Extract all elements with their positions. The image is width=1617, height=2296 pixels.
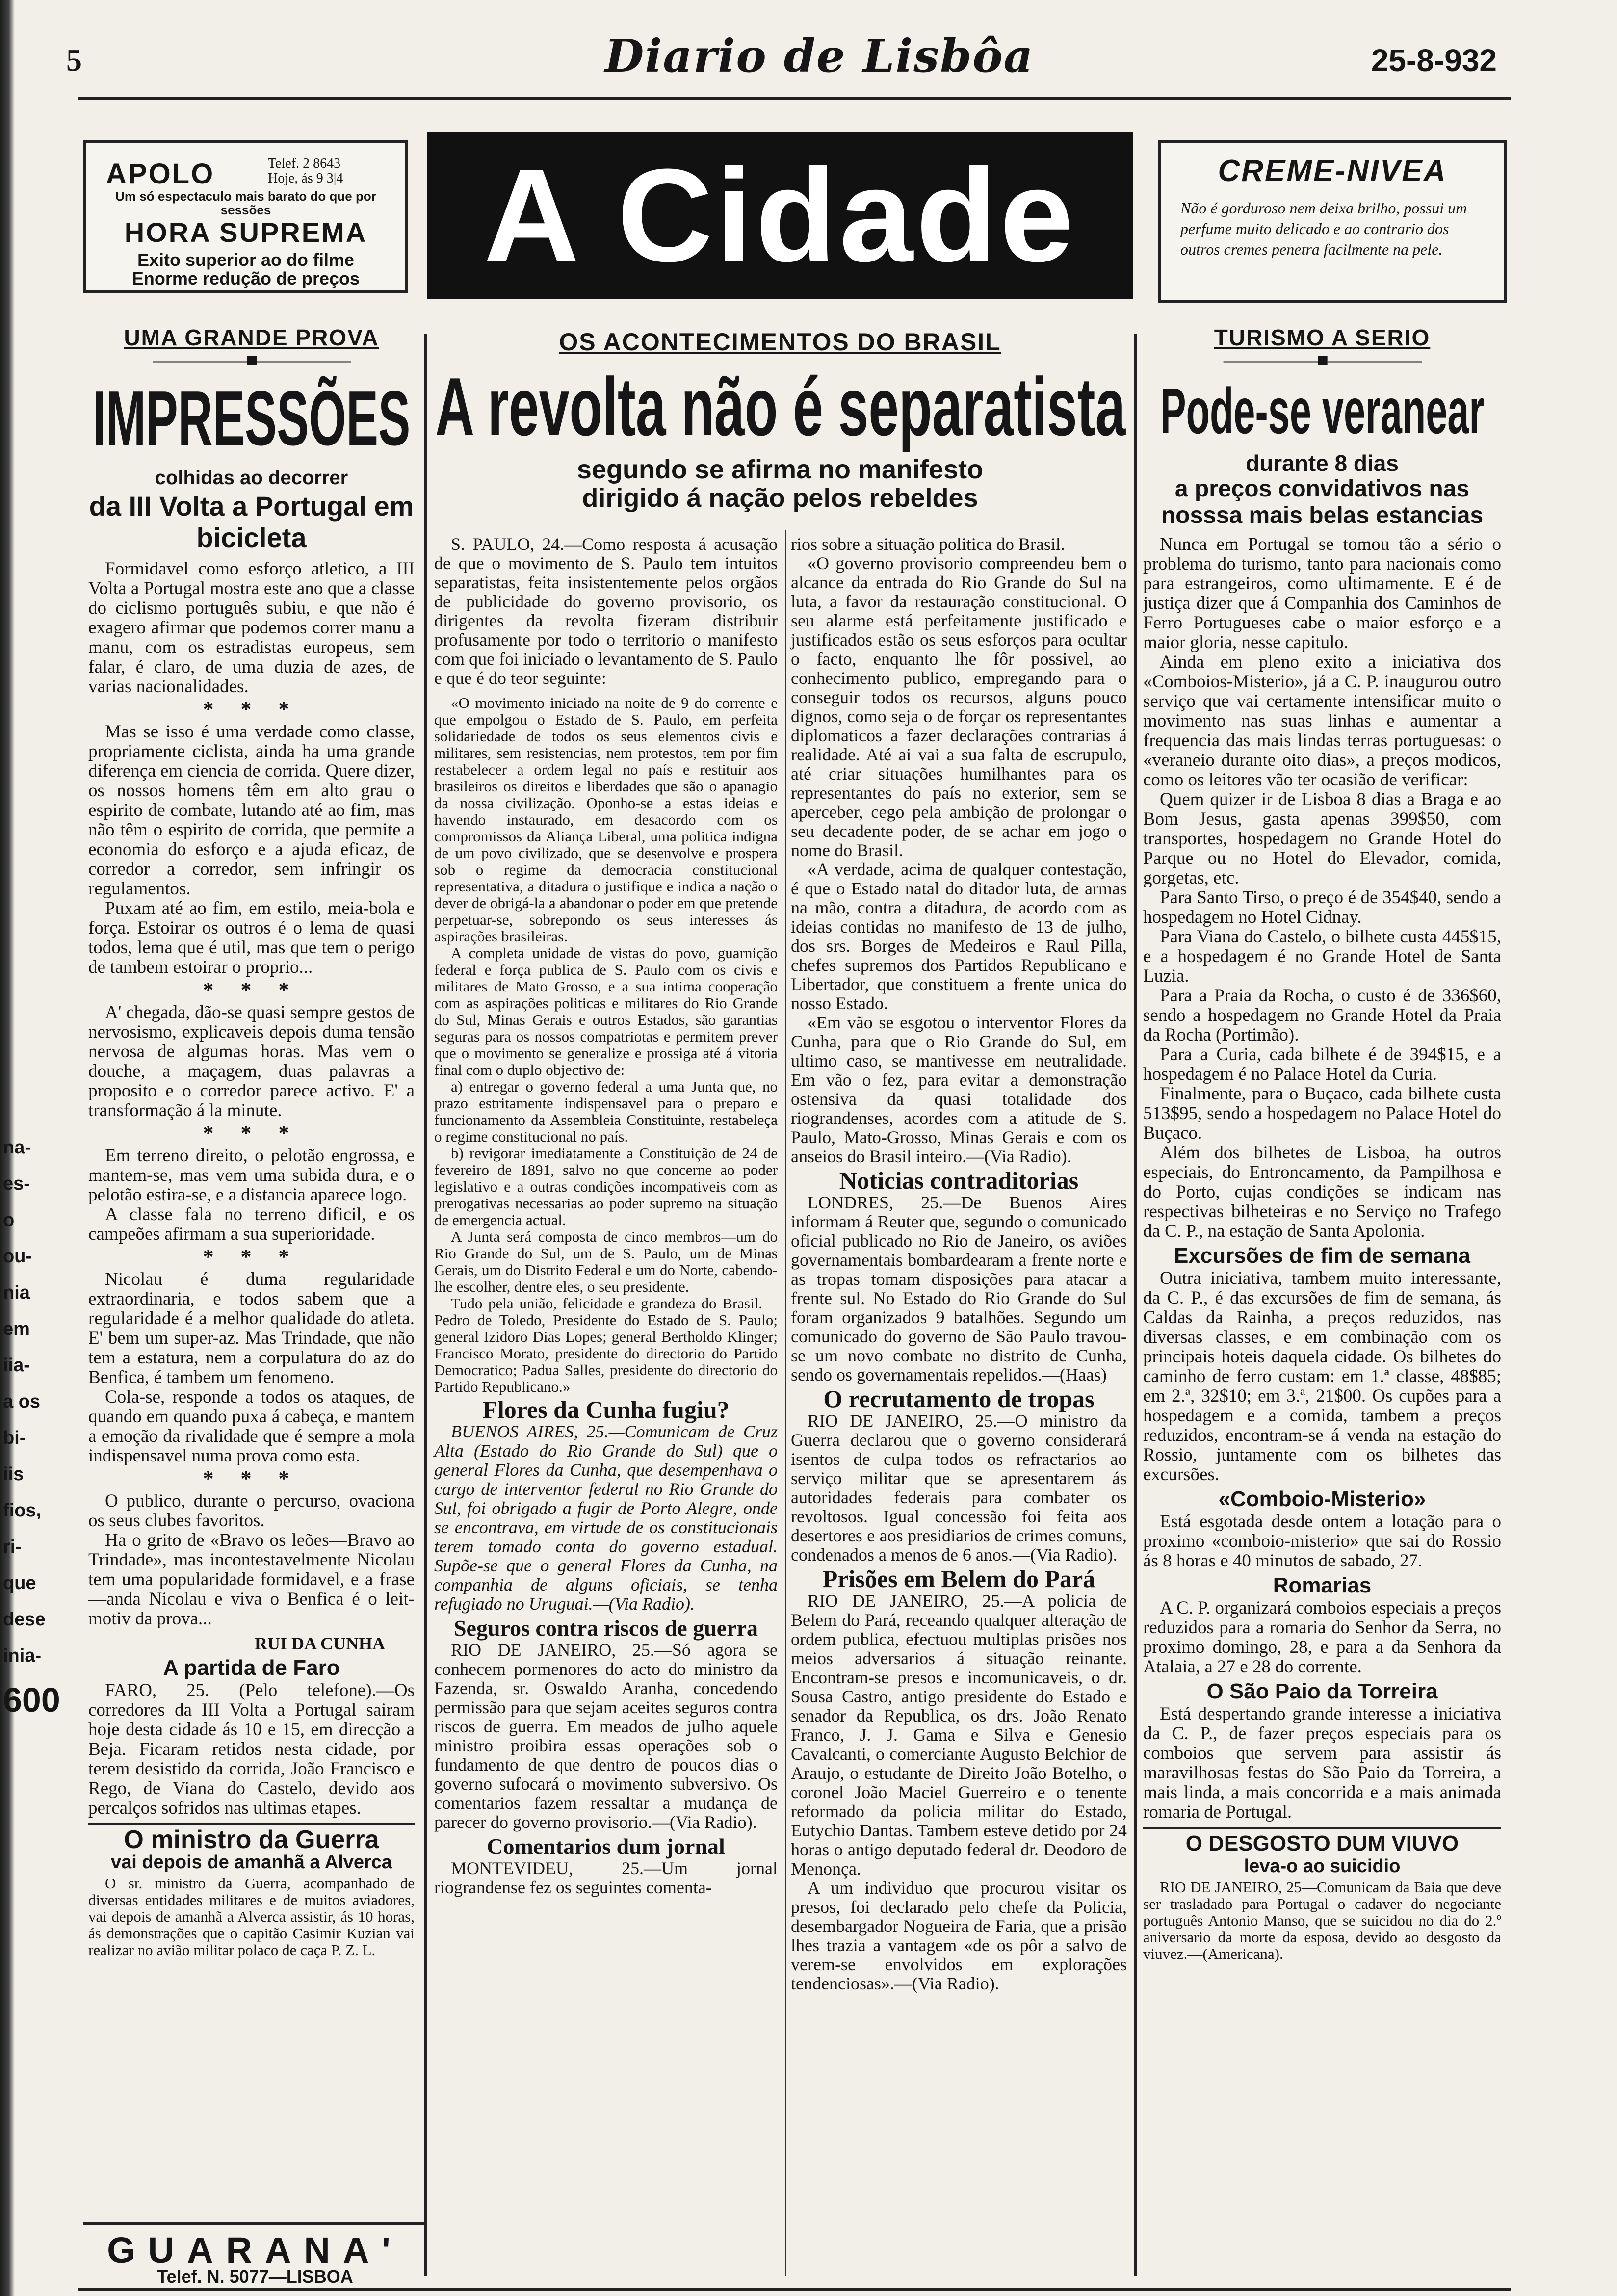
article-title: A revolta não é separatista: [435, 361, 1126, 453]
paragraph: Para a Praia da Rocha, o custo é de 336$60, sendo a hospedagem no Grande Hotel da Praia da Rocha (Portimão).: [1143, 986, 1501, 1045]
fragment: na-: [3, 1137, 31, 1158]
subheading-deck: vai depois de amanhã a Alverca: [110, 1852, 392, 1873]
fragment: dese: [3, 1609, 46, 1630]
separator-stars: * * *: [203, 1245, 300, 1269]
divider: [1143, 1827, 1501, 1829]
paragraph: S. PAULO, 24.—Como resposta á acusação de que o movimento de S. Paulo tem intuitos separatistas, feita insistentemente pelos orgãos de publicidade do governo provisorio, os dirigentes da revolta fizeram distribuir profusamente por todo o territorio o manifesto com que foi iniciado o levantamento de S. Paulo e que é do teor seguinte:: [434, 534, 778, 688]
ad-showtime: Hoje, ás 9 3|4: [268, 171, 343, 186]
article-subtitle: da III Volta a Portugal em bicicleta: [89, 491, 414, 553]
ornament: —————■—————: [1223, 349, 1421, 371]
column-rule: [424, 334, 427, 2276]
paragraph: O sr. ministro da Guerra, acompanhado de diversas entidades militares e de muitos aviadores, vai depois de amanhã a Alverca assistir, ás 10 horas, ás demonstrações que o capitão Casimir Kuzian vai realizar no avião militar polaco de caça P. Z. L.: [88, 1875, 415, 1958]
paragraph: Puxam até ao fim, em estilo, meia-bola e força. Estoirar os outros é o lema de quasi todos, lema que é util, mas que tem o perigo de tambem estoirar o proprio...: [88, 898, 415, 977]
subheading: Seguros contra riscos de guerra: [453, 1616, 758, 1641]
apolo-ad: [83, 140, 408, 293]
ad-text: Não é gorduroso nem deixa brilho, possui um perfume muito delicado e ao contrario dos outros cremes penetra facilmente na pele.: [1180, 199, 1467, 258]
paragraph: «O movimento iniciado na noite de 9 do corrente e que empolgou o Estado de S. Paulo, em perfeita solidariedade de todos os seus elementos civis e militares, sem resistencias, nem protestos, tem por fim restabelecer a ordem legal no país e restituir aos brasileiros os direitos e liberdades que são o apanagio da nossa civilização. Oponho-se a estas ideias e havendo instaurado, em desacordo com os compromissos da Aliança Liberal, uma politica indigna de um povo civilizado, que se desenvolve e prospera sob o regime da democracia constitucional representativa, a ditadura o justifique e indica a nação o dever de obrigá-la a abandonar o poder em que pretende perpetuar-se, sobrepondo os seus interesses ás aspirações brasileiras.: [434, 694, 778, 945]
paragraph: Além dos bilhetes de Lisboa, ha outros especiais, do Entroncamento, da Pampilhosa e do Porto, cujas condições se indicam nas respectivas bilheteiras e no Serviço no Trafego da C. P., na estação de Santa Apolonia.: [1143, 1143, 1501, 1241]
paragraph: Para a Curia, cada bilhete é de 394$15, e a hospedagem é no Palace Hotel da Curia.: [1143, 1044, 1501, 1084]
fragment: fios,: [3, 1500, 42, 1521]
fragment: o: [3, 1210, 15, 1230]
fragment: es-: [3, 1174, 30, 1194]
paragraph: Formidavel como esforço atletico, a III Volta a Portugal mostra este ano que a classe do ciclismo português subiu, e que não é exagero afirmar que podemos correr manu a manu, com os estradistas europeus, sem falar, é claro, de uma duzia de azes, de varias nacionalidades.: [88, 559, 415, 697]
column-rule: [785, 530, 786, 2276]
subheading: «Comboio-Misterio»: [1218, 1487, 1426, 1511]
paragraph: a) entregar o governo federal a uma Junta que, no prazo estritamente indispensavel para o preparo e funcionamento da Assembleia Constituinte, restabeleça o regime constitucional no país.: [434, 1078, 778, 1145]
section-kicker: TURISMO A SERIO: [1214, 325, 1431, 350]
paragraph: Para Santo Tirso, o preço é de 354$40, sendo a hospedagem no Hotel Cidnay.: [1143, 887, 1501, 927]
center-header: [434, 328, 1126, 512]
ad-phone-number: Telef. 2 8643: [268, 156, 341, 171]
article-title: IMPRESSÕES: [92, 375, 411, 462]
byline: RUI DA CUNHA: [254, 1634, 385, 1653]
creme-nivea-ad: [1158, 140, 1507, 303]
banner-text: A Cidade: [483, 142, 1077, 289]
paragraph: MONTEVIDEU, 25.—Um jornal riograndense fez os seguintes comenta-: [434, 1858, 778, 1897]
fragment: ri-: [3, 1537, 22, 1557]
masthead: Diario de Lisbôa: [604, 29, 1034, 82]
fragment: inia-: [3, 1645, 42, 1666]
paragraph: Quem quizer ir de Lisboa 8 dias a Braga e ao Bom Jesus, gasta apenas 399$50, com transportes, hospedagem no Grande Hotel do Parque ou no Hotel do Elevador, comida, gorgetas, etc.: [1143, 789, 1501, 888]
fragment: ou-: [3, 1246, 32, 1267]
paragraph: Tudo pela união, felicidade e grandeza do Brasil.—Pedro de Toledo, Presidente do Estado de S. Paulo; general Izidoro Dias Lopes; general Bertholdo Klinger; Francisco Morato, presidente do directorio do Partido Democratico; Padua Salles, presidente do directorio do Partido Republicano.»: [434, 1295, 778, 1395]
subheading: Comentarios dum jornal: [487, 1834, 725, 1859]
paragraph: Em terreno direito, o pelotão engrossa, e mantem-se, mas vem uma subida dura, e o pelotão estira-se, e a distancia aparece logo.: [88, 1146, 415, 1205]
subheading: Excursões de fim de semana: [1174, 1244, 1471, 1268]
a-cidade-banner: [427, 132, 1133, 299]
paragraph: Nunca em Portugal se tomou tão a sério o problema do turismo, tanto para nacionais como para estrangeiros, como ultimamente. E é de justiça dizer que á Companhia dos Caminhos de Ferro Portugueses cabe o maior esforço e a maior gloria, nesse capitulo.: [1143, 534, 1501, 652]
paragraph: RIO DE JANEIRO, 25—Comunicam da Baia que deve ser trasladado para Portugal o cadaver do negociante português Antonio Manso, que se suicidou no dia do 2.º aniversario da morte da esposa, devido ao desgosto da viuvez.—(Americana).: [1143, 1879, 1501, 1962]
paragraph: A um individuo que procurou visitar os presos, foi declarado pelo chefe da Policia, desembargador Nogueira de Faria, que a prisão lhes trazia a vantagem «de os pôr a salvo de verem-se envolvidos em explorações tendenciosas».—(Via Radio).: [791, 1878, 1127, 1993]
fragment: que: [3, 1573, 36, 1593]
subheading: O São Paio da Torreira: [1206, 1679, 1438, 1703]
fragment: nia: [3, 1282, 30, 1303]
paragraph: Para Viana do Castelo, o bilhete custa 445$15, e a hospedagem é no Grande Hotel de Santa Luzia.: [1143, 927, 1501, 986]
separator-stars: * * *: [203, 1466, 300, 1490]
paragraph: Cola-se, responde a todos os ataques, de quando em quando puxa á cabeça, e mantem a emoção da rivalidade que é sempre a mola indispensavel numa prova como esta.: [88, 1387, 415, 1466]
paragraph: «Em vão se esgotou o interventor Flores da Cunha, para que o Rio Grande do Sul, em ultimo caso, se mantivesse em neutralidade. Em vão o fez, para evitar a demonstração ostensiva da quasi totalidade dos riograndenses, acordes com a atitude de S. Paulo, Mato-Grosso, Minas Gerais e com os anseios do Brasil inteiro.—(Via Radio).: [791, 1013, 1127, 1166]
paragraph: Ha o grito de «Bravo os leões—Bravo ao Trindade», mas incontestavelmente Nicolau tem uma popularidade formidavel, e a frase—anda Nicolau e viva o Benfica é o leit-motiv da prova...: [88, 1530, 415, 1629]
ad-title: APOLO: [106, 158, 215, 190]
subheading: Noticias contraditorias: [839, 1167, 1079, 1194]
ad-tagline: Um só espectaculo mais barato do que por sessões: [115, 189, 376, 217]
article-deck: durante 8 dias: [1246, 450, 1399, 476]
subheading: A partida de Faro: [163, 1656, 340, 1680]
paragraph: «O governo provisorio compreendeu bem o alcance da entrada do Rio Grande do Sul na luta, a favor da restauração constitucional. O seu alarme está perfeitamente justificado e justificados estão os seus esforços para ocultar o facto, enquanto lhe fôr possivel, ao conhecimento publico, empregando para o conseguir todos os recursos, alguns pouco dignos, como seja o de forçar os representantes diplomaticos a fazer declarações contrarias á realidade. Até ai vai a sua falta de escrupulo, até criar situações humilhantes para os representantes do país no exterior, sem se aperceber, cego pela ambição de prolongar o seu decadente poder, de se achar em jogo o nome do Brasil.: [791, 553, 1127, 860]
divider: [88, 1823, 415, 1825]
fragment: em: [3, 1319, 30, 1339]
subheading: Romarias: [1273, 1573, 1372, 1597]
paragraph: Está esgotada desde ontem a lotação para o proximo «comboio-misterio» que sai do Rossio ás 8 horas e 40 minutos de sabado, 27.: [1143, 1512, 1501, 1571]
paragraph: «A verdade, acima de qualquer contestação, é que o Estado natal do ditador luta, de armas na mão, contra a ditadura, de acordo com as ideias contidas no manifesto de 13 de julho, dos srs. Borges de Medeiros e Raul Pilla, chefes supremos dos Partidos Republicano e Libertador, que constituem a frente unica do nosso Estado.: [791, 860, 1127, 1013]
fragment: iia-: [3, 1355, 30, 1376]
ad-title: GUARANA': [107, 2230, 403, 2270]
center-column-1: [434, 535, 778, 1897]
subheading: Flores da Cunha fugiu?: [482, 1396, 730, 1423]
subheading: O DESGOSTO DUM VIUVO: [1185, 1831, 1459, 1855]
article-deck: segundo se afirma no manifesto dirigido á nação pelos rebeldes: [576, 455, 984, 513]
fragment: bi-: [3, 1428, 26, 1448]
paragraph: O publico, durante o percurso, ovaciona os seus clubes favoritos.: [88, 1491, 415, 1531]
paragraph: Está despertando grande interesse a iniciativa da C. P., de fazer preços especiais para os comboios que servem para assistir ás maravilhosas festas do São Paio da Torreira, a mais linda, a mais concorrida e a mais animada romaria de Portugal.: [1143, 1704, 1501, 1822]
guarana-ad: [83, 2222, 427, 2287]
paragraph: Outra iniciativa, tambem muito interessante, da C. P., é das excursões de fim de semana, ás Caldas da Rainha, a preços reduzidos, nas diversas classes, e em combinação com os principais hoteis daquela cidade. Os bilhetes do caminho de ferro custam: em 1.ª classe, 48$85; em 2.ª, 32$10; em 3.ª, 21$00. Os cupões para a hospedagem e a comida, tambem a preços reduzidos, encontram-se á venda na estação do Rossio, juntamente com os bilhetes das excursões.: [1143, 1268, 1501, 1485]
article-deck: colhidas ao decorrer: [155, 467, 348, 489]
ad-phone: [268, 157, 343, 186]
subheading-deck: leva-o ao suicidio: [1244, 1856, 1401, 1877]
paragraph: rios sobre a situação politica do Brasil.: [791, 534, 1065, 554]
paragraph: A completa unidade de vistas do povo, guarnição federal e força publica de S. Paulo com os civis e militares de Mato Grosso, e a sua intima cooperação com as aspirações politicas e militares do Rio Grande do Sul, Minas Gerais e outros Estados, são garantias seguras para os nossos compatriotas e permitem prever que o movimento se generalize e prossiga até á vitoria final com o duplo objectivo de:: [434, 944, 778, 1078]
ad-line: Enorme redução de preços: [131, 268, 360, 288]
ornament: —————■—————: [153, 349, 350, 371]
paragraph: FARO, 25. (Pelo telefone).—Os corredores da III Volta a Portugal sairam hoje desta cidade ás 10 e 15, em direcção a Beja. Ficaram retidos nesta cidade, por terem desistido da corrida, João Francisco e Rego, de Viana do Castelo, devido aos percalços sofridos nas ultimas etapes.: [88, 1680, 415, 1818]
section-kicker: UMA GRANDE PROVA: [124, 325, 379, 350]
fragment: a os: [3, 1391, 41, 1412]
column-rule: [1134, 334, 1137, 2276]
paragraph: LONDRES, 25.—De Buenos Aires informam á Reuter que, segundo o comunicado oficial publicado no Rio de Janeiro, os aviões governamentais bombardearam a frente norte e as tropas tomam disposições para atacar a frente sul. No Estado do Rio Grande do Sul foram organizados 9 batalhões. Segundo um comunicado do governo de São Paulo travou-se um novo combate no distrito de Cunha, sendo os governamentais repelidos.—(Haas): [791, 1193, 1127, 1384]
paragraph: Mas se isso é uma verdade como classe, propriamente ciclista, ainda ha uma grande diferença em ciencia de corrida. Quere dizer, os nossos homens têm em alto grau o espirito de combate, lutando até ao fim, mas não têm o espirito de corrida, que permite a economia do esforço e a ajuda eficaz, de corredor a corredor, sem infringir os regulamentos.: [88, 722, 415, 899]
left-column: [88, 325, 415, 1958]
ad-phone: Telef. N. 5077—LISBOA: [157, 2267, 353, 2287]
paragraph: A C. P. organizará comboios especiais a preços reduzidos para a romaria do Senhor da Serra, no proximo domingo, 28, e para a da Senhora da Atalaia, a 27 e 28 do corrente.: [1143, 1598, 1501, 1677]
paragraph: Ainda em pleno exito a iniciativa dos «Comboios-Misterio», já a C. P. inaugurou outro serviço que vai certamente intensificar muito o movimento nas suas linhas e aumentar a frequencia das mais lindas terras portuguesas: o «veraneio durante oito dias», a preços modicos, como os leitores vão ter ocasião de verificar:: [1143, 652, 1501, 790]
article-deck: a preços convidativos nas nosssa mais belas estancias: [1161, 476, 1484, 528]
paragraph: RIO DE JANEIRO, 25.—Só agora se conhecem pormenores do acto do ministro da Fazenda, sr. Oswaldo Aranha, concedendo permissão para que sejam aceites seguros contra riscos de guerra. Em meados de julho aquele ministro proibira essas operações sob o fundamento de que dentro de poucos dias o governo sufocará o movimento subversivo. Os comentarios fazem ressaltar a mudança de parecer do governo provisorio.—(Via Radio).: [434, 1640, 778, 1832]
paragraph: Nicolau é duma regularidade extraordinaria, e todos sabem que a regularidade é a melhor qualidade do atleta. E' bem um super-az. Mas Trindade, que não tem a estatura, nem a corpulatura do az do Benfica, é tambem um fenomeno.: [88, 1269, 415, 1387]
fragment: 600: [3, 1681, 60, 1719]
separator-stars: * * *: [203, 978, 300, 1002]
subheading: O recrutamento de tropas: [823, 1385, 1095, 1412]
ad-title: CREME-NIVEA: [1218, 154, 1447, 188]
paragraph: b) revigorar imediatamente a Constituição de 24 de fevereiro de 1891, salvo no que concerne ao poder legislativo e a outras condições incompativeis com as prerogativas necessarias ao poder supremo na situação de emergencia actual.: [434, 1145, 778, 1228]
article-title: Pode-se veranear: [1160, 375, 1485, 447]
section-kicker: OS ACONTECIMENTOS DO BRASIL: [559, 328, 1001, 356]
paragraph: A' chegada, dão-se quasi sempre gestos de nervosismo, explicaveis depois duma tensão nervosa de algumas horas. Mas vem o douche, a maçagem, duas palavras a proposito e o corredor parece activo. E' a transformação á la minute.: [88, 1002, 415, 1121]
ad-line: Exito superior ao do filme: [137, 250, 355, 270]
paragraph: A Junta será composta de cinco membros—um do Rio Grande do Sul, um de S. Paulo, um de Minas Gerais, um do Distrito Federal e um do Norte, cabendo-lhe escolher, dentre eles, o seu presidente.: [434, 1228, 778, 1295]
subheading: Prisões em Belem do Pará: [822, 1565, 1095, 1592]
fragment: iis: [3, 1464, 24, 1485]
center-column-2: [791, 535, 1127, 1993]
page-number: 5: [66, 43, 82, 78]
issue-date: 25-8-932: [1371, 43, 1497, 78]
separator-stars: * * *: [203, 697, 300, 721]
paragraph: BUENOS AIRES, 25.—Comunicam de Cruz Alta (Estado do Rio Grande do Sul) que o general Flores da Cunha, que desempenhava o cargo de interventor federal no Rio Grande do Sul, foi obrigado a fugir de Porto Alegre, onde se encontrava, em virtude de os constitucionais terem tomado conta do governo estadual. Supõe-se que o general Flores da Cunha, na companhia de alguns oficiais, se tenha refugiado no Uruguai.—(Via Radio).: [434, 1422, 778, 1614]
paragraph: A classe fala no terreno dificil, e os campeões afirmam a sua superioridade.: [88, 1204, 415, 1244]
right-column: [1143, 325, 1501, 1962]
neighbor-page-fragments: [3, 1137, 60, 1719]
subheading: O ministro da Guerra: [124, 1826, 379, 1854]
separator-stars: * * *: [203, 1121, 300, 1145]
paragraph: RIO DE JANEIRO, 25.—O ministro da Guerra declarou que o governo considerará isentos de culpa todos os refractarios ao serviço militar que se apresentarem ás autoridades federais para combater os revoltosos. Igual concessão foi feita aos desertores e aos presidiarios de crimes comuns, condenados a menos de 6 anos.—(Via Radio).: [791, 1411, 1127, 1565]
paragraph: Finalmente, para o Buçaco, cada bilhete custa 513$95, sendo a hospedagem no Palace Hotel do Buçaco.: [1143, 1084, 1501, 1143]
paragraph: RIO DE JANEIRO, 25.—A policia de Belem do Pará, receando qualquer alteração de ordem publica, efectuou multiplas prisões nos meios adversarios á situação reinante. Encontram-se presos e incomunicaveis, o dr. Sousa Castro, antigo presidente do Estado e senador da Republica, os drs. João Renato Franco, J. J. Gama e Silva e Genesio Cavalcanti, o comerciante Augusto Belchior de Araujo, o estudante de Direito João Botelho, o coronel João Maciel Guerreiro e o tenente reformado da policia militar do Estado, Eutychio Dantas. Tambem esteve detido por 24 horas o antigo deputado federal dr. Deodoro de Menonça.: [791, 1591, 1127, 1879]
ad-film-title: HORA SUPREMA: [124, 217, 367, 248]
